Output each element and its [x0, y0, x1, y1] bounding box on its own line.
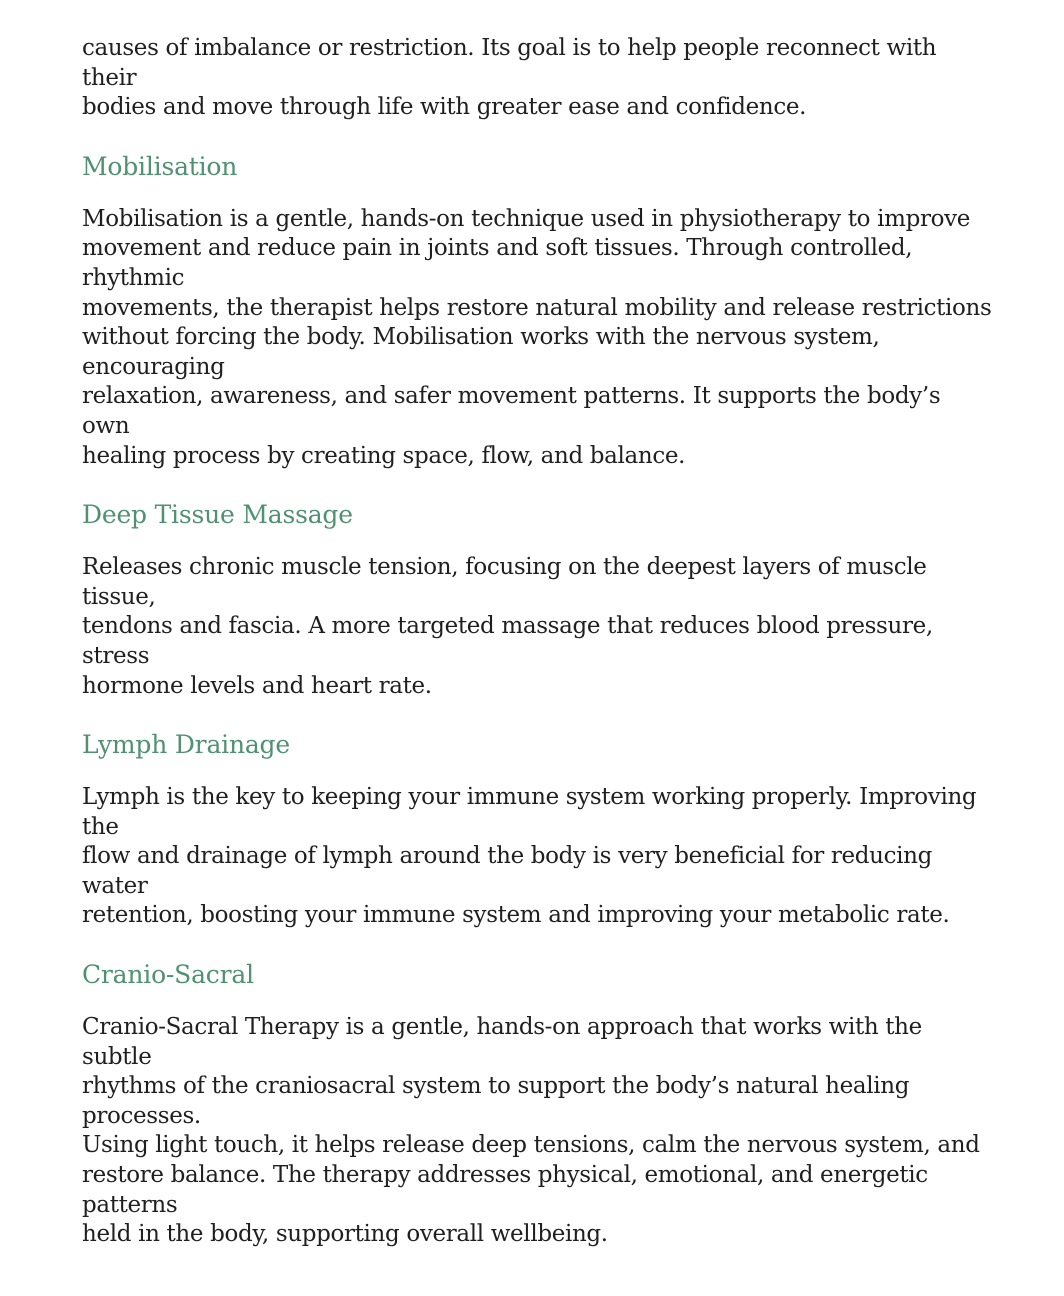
section-heading: Cranio-Sacral	[82, 960, 254, 990]
spacer	[82, 761, 992, 783]
section-body: Mobilisation is a gentle, hands-on technique used in physiotherapy to improve movement and reduce pain in joints and soft tissues. Through controlled, rhythmic movements, the therapist helps restore natural mobility and release restrictions without forcing the body. Mobilisation works with the nervous system, encouraging relaxation, awareness, and safer movement patterns. It supports the body’s own healing process by creating space, flow, and balance.	[82, 205, 992, 469]
spacer	[82, 471, 992, 499]
section-heading: Lymph Drainage	[82, 730, 290, 760]
spacer	[82, 123, 992, 151]
spacer	[82, 701, 992, 729]
spacer	[82, 183, 992, 205]
section-heading: Mobilisation	[82, 151, 238, 181]
spacer	[82, 991, 992, 1013]
document-page	[82, 34, 992, 1250]
section-lymph-drainage	[82, 729, 992, 959]
intro-paragraph: causes of imbalance or restriction. Its goal is to help people reconnect with their bodies and move through life with greater ease and confidence.	[82, 35, 937, 121]
section-cranio-sacral	[82, 959, 992, 1250]
section-body: Lymph is the key to keeping your immune system working properly. Improving the flow and drainage of lymph around the body is very beneficial for reducing water retention, boosting your immune system and improving your metabolic rate.	[82, 784, 977, 929]
section-body: Releases chronic muscle tension, focusing on the deepest layers of muscle tissue, tendons and fascia. A more targeted massage that reduces blood pressure, stress hormone levels and heart rate.	[82, 554, 933, 699]
section-body: Cranio-Sacral Therapy is a gentle, hands-on approach that works with the subtle rhythms of the craniosacral system to support the body’s natural healing processes. Using light touch, it helps release deep tensions, calm the nervous system, and restore balance. The therapy addresses physical, emotional, and energetic patterns held in the body, supporting overall wellbeing.	[82, 1014, 980, 1248]
section-heading: Deep Tissue Massage	[82, 500, 353, 530]
spacer	[82, 531, 992, 553]
spacer	[82, 931, 992, 959]
section-deep-tissue-massage	[82, 499, 992, 729]
section-mobilisation	[82, 151, 992, 499]
